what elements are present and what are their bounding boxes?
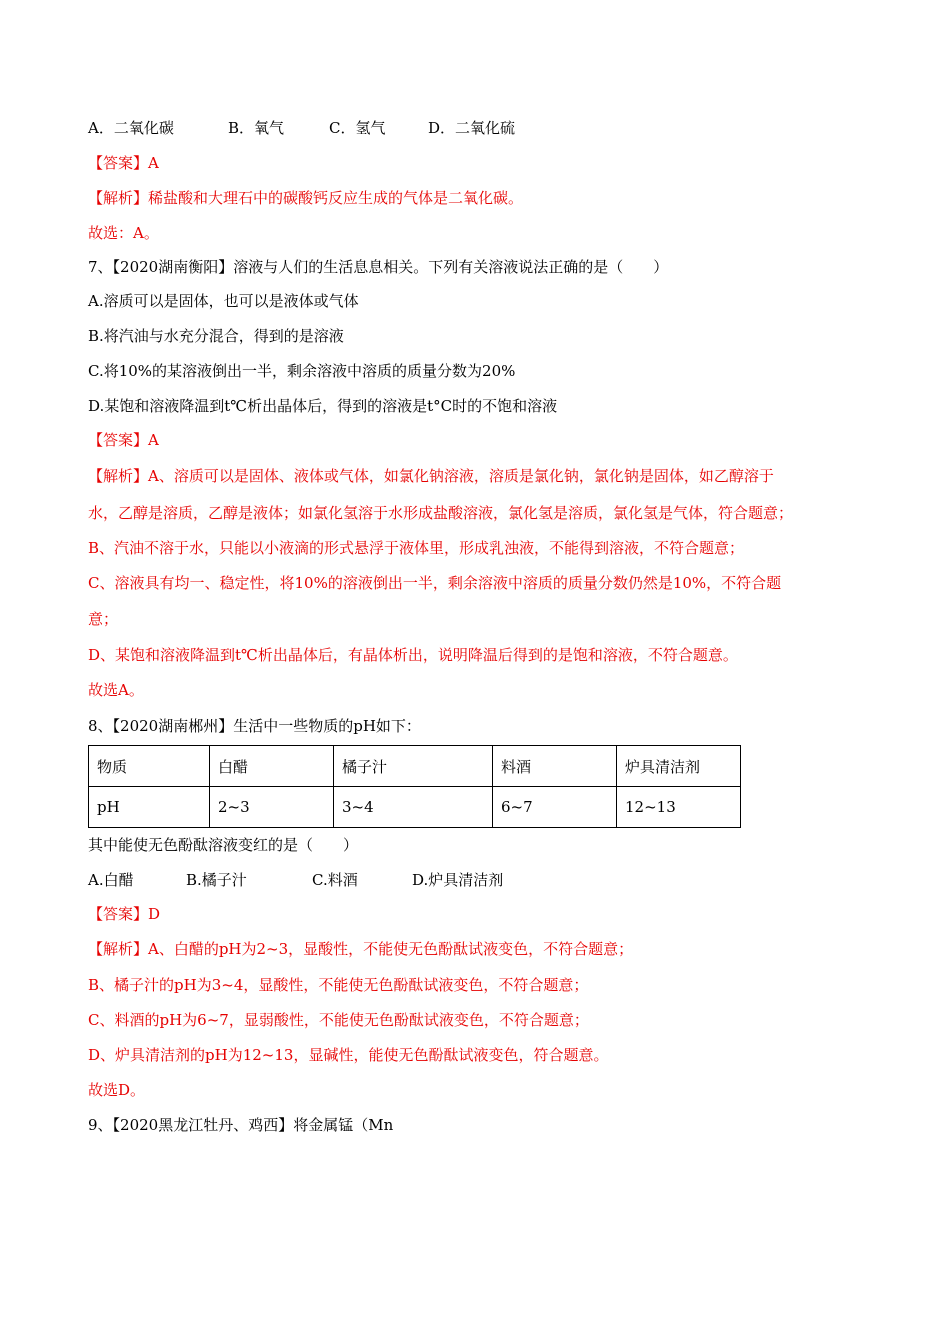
q8-options [88,870,588,890]
q8-stem: 8、【2020湖南郴州】生活中一些物质的pH如下： [88,717,421,735]
q6-option-a: A．二氧化碳 [88,119,174,137]
table-cell: 橘子汁 [334,746,493,787]
q8-option-c: C.料酒 [312,871,358,889]
q7-option-d: D.某饱和溶液降温到t℃析出晶体后，得到的溶液是t°C时的不饱和溶液 [88,397,558,415]
q7-analysis-line: 意； [88,610,119,628]
table-cell: 3~4 [334,787,493,828]
q7-analysis-line: D、某饱和溶液降温到t℃析出晶体后，有晶体析出，说明降温后得到的是饱和溶液，不符合题意。 [88,646,738,664]
q8-analysis-line: D、炉具清洁剂的pH为12~13，显碱性，能使无色酚酞试液变色，符合题意。 [88,1046,609,1064]
q8-answer: 【答案】D [88,905,161,923]
ph-table [88,745,741,828]
q8-option-d: D.炉具清洁剂 [412,871,504,889]
q7-analysis-line: C、溶液具有均一、稳定性，将10%的溶液倒出一半，剩余溶液中溶质的质量分数仍然是10%，不符合题 [88,574,782,592]
q8-analysis-line: C、料酒的pH为6~7，显弱酸性，不能使无色酚酞试液变色，不符合题意； [88,1011,589,1029]
q6-option-d: D．二氧化硫 [428,119,516,137]
q6-options [88,118,588,138]
q6-option-c: C．氢气 [329,119,386,137]
q9-stem: 9、【2020黑龙江牡丹、鸡西】将金属锰（Mn [88,1116,394,1134]
q8-analysis-line: B、橘子汁的pH为3~4，显酸性，不能使无色酚酞试液变色，不符合题意； [88,976,589,994]
table-cell: 6~7 [493,787,617,828]
table-cell: 物质 [89,746,210,787]
q8-analysis-line: 【解析】A、白醋的pH为2~3，显酸性，不能使无色酚酞试液变色，不符合题意； [88,940,634,958]
table-cell: 料酒 [493,746,617,787]
table-row [89,787,741,828]
q8-option-a: A.白醋 [88,871,134,889]
q7-stem: 7、【2020湖南衡阳】溶液与人们的生活息息相关。下列有关溶液说法正确的是（ ） [88,258,669,276]
table-cell: pH [89,787,210,828]
q6-conclusion: 故选：A。 [88,224,159,242]
table-cell: 炉具清洁剂 [617,746,741,787]
q7-option-b: B.将汽油与水充分混合，得到的是溶液 [88,327,344,345]
table-cell: 2~3 [210,787,334,828]
q7-option-c: C.将10%的某溶液倒出一半，剩余溶液中溶质的质量分数为20% [88,362,516,380]
table-cell: 12~13 [617,787,741,828]
q7-option-a: A.溶质可以是固体，也可以是液体或气体 [88,292,359,310]
q8-option-b: B.橘子汁 [186,871,247,889]
q8-conclusion: 故选D。 [88,1081,146,1099]
q6-answer: 【答案】A [88,154,159,172]
q7-answer: 【答案】A [88,431,159,449]
q7-analysis-line: B、汽油不溶于水，只能以小液滴的形式悬浮于液体里，形成乳浊液，不能得到溶液，不符合题意； [88,539,745,557]
q8-question: 其中能使无色酚酞溶液变红的是（ ） [88,836,359,854]
q7-analysis-line: 水，乙醇是溶质，乙醇是液体；如氯化氢溶于水形成盐酸溶液，氯化氢是溶质，氯化氢是气体，符合题意； [88,504,794,522]
q6-analysis: 【解析】稀盐酸和大理石中的碳酸钙反应生成的气体是二氧化碳。 [88,189,524,207]
q6-option-b: B．氧气 [228,119,285,137]
q7-analysis-line: 【解析】A、溶质可以是固体、液体或气体，如氯化钠溶液，溶质是氯化钠，氯化钠是固体，如乙醇溶于 [88,467,774,485]
q7-conclusion: 故选A。 [88,681,144,699]
table-header-row [89,746,741,787]
table-cell: 白醋 [210,746,334,787]
